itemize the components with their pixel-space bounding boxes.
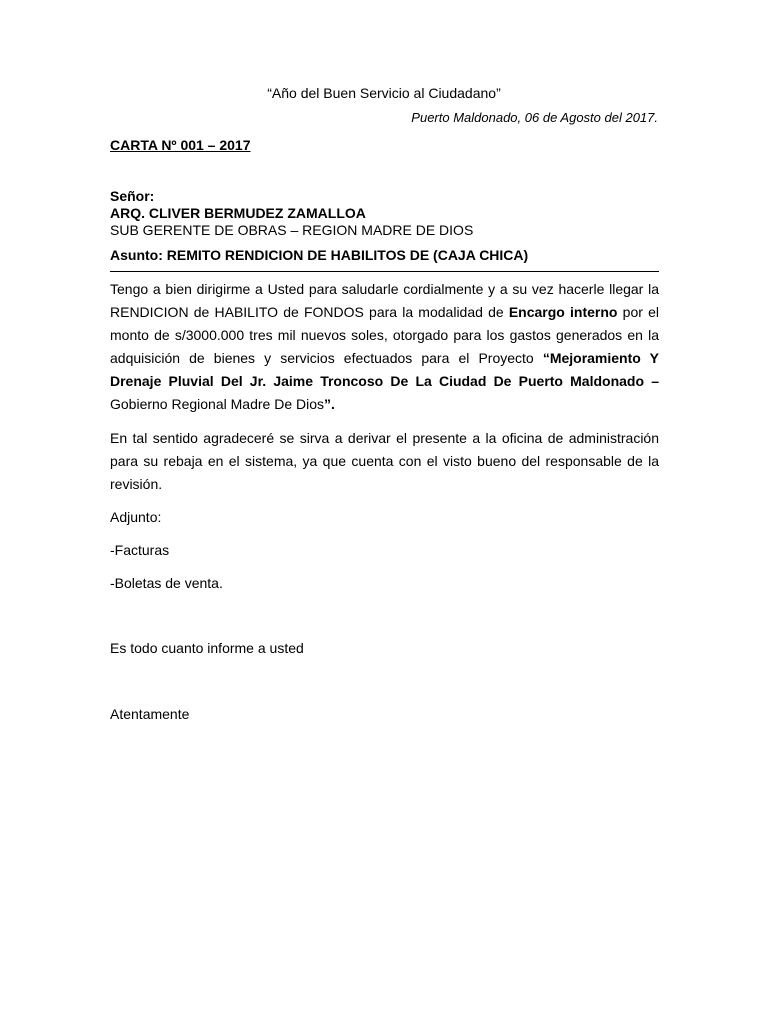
body-paragraph-1 [110, 278, 659, 416]
p1-bold-close: ”. [324, 396, 335, 412]
year-motto: “Año del Buen Servicio al Ciudadano” [267, 85, 501, 101]
letter-date: Puerto Maldonado, 06 de Agosto del 2017. [411, 110, 658, 125]
addressee-block [110, 188, 473, 239]
subject-line: Asunto: REMITO RENDICION DE HABILITOS DE (CAJA CHICA) [110, 247, 659, 272]
attachment-item: -Facturas [110, 542, 170, 558]
p1-text-2: por el monto de s/3000.000 tres mil nuevos soles, otorgado para los gastos generados en la adquisición de bienes y servicios efectuados para el Proyecto [110, 304, 659, 366]
addressee-position: SUB GERENTE DE OBRAS – REGION MADRE DE DIOS [110, 222, 474, 238]
p1-text-3: Gobierno Regional Madre De Dios [110, 396, 324, 412]
attachment-item: -Boletas de venta. [110, 575, 223, 591]
closing-line: Es todo cuanto informe a usted [110, 640, 304, 656]
letter-number: CARTA Nº 001 – 2017 [110, 137, 251, 153]
salutation: Señor: [110, 188, 155, 204]
addressee-name: ARQ. CLIVER BERMUDEZ ZAMALLOA [110, 205, 366, 221]
attachments-label: Adjunto: [110, 509, 162, 525]
p1-bold-project: “Mejoramiento Y Drenaje Pluvial Del Jr. Jaime Troncoso De La Ciudad De Puerto Maldonado – [110, 350, 660, 389]
p1-bold-encargo: Encargo interno [508, 304, 618, 320]
p1-text-1: Tengo a bien dirigirme a Usted para saludarle cordialmente y a su vez hacerle llegar la RENDICION de HABILITO de FONDOS para la modalidad de [110, 281, 659, 320]
body-paragraph-2: En tal sentido agradeceré se sirva a derivar el presente a la oficina de administración para su rebaja en el sistema, ya que cuenta con el visto bueno del responsable de la revisión. [110, 430, 659, 492]
signoff: Atentamente [110, 706, 190, 722]
